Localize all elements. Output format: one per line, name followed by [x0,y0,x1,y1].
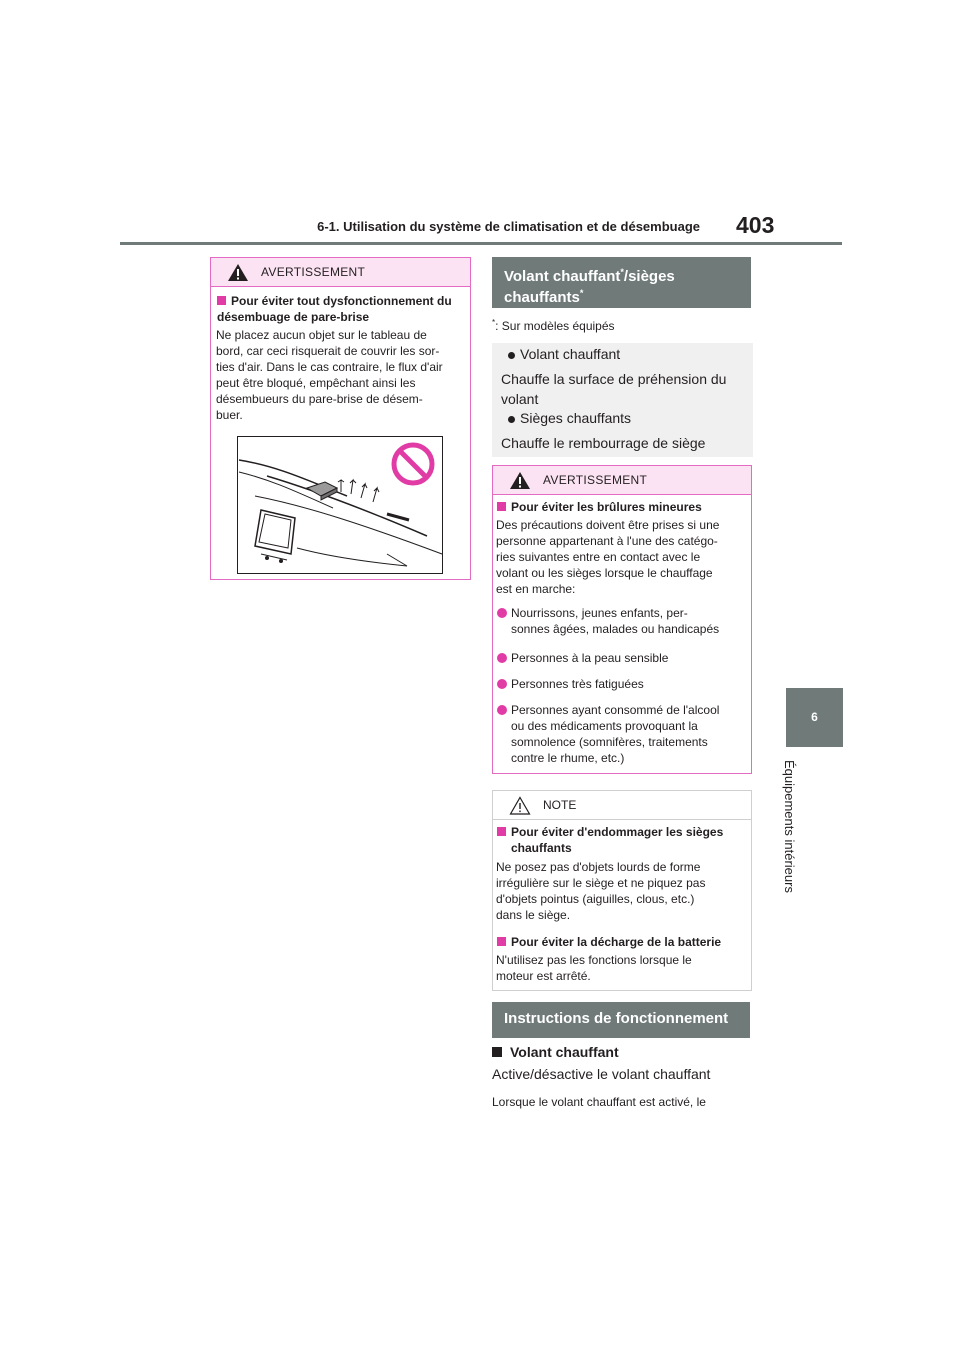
dashboard-illustration [237,436,443,574]
note-heading: Pour éviter d'endommager les sièges chauffants [497,824,747,856]
note-label: NOTE [543,798,577,812]
chapter-title: Équipements intérieurs [782,760,797,893]
footnote: *: Sur modèles équipés [492,318,615,333]
feature-title: Volant chauffant [520,346,621,362]
note-text: N'utilisez pas les fonctions lorsque le moteur est arrêté. [496,953,692,983]
chapter-tab: 6 [786,688,843,747]
bullet-dot-icon [497,705,507,715]
heated-section-title: Volant chauffant*/sièges chauffants* [492,257,751,308]
bullet-dot-icon [508,352,515,359]
bullet-dot-icon [497,608,507,618]
note-text: Ne posez pas d'objets lourds de forme irrégulière sur le siège et ne piquez pas d'objets pointus (aiguilles, clous, etc.) dans le siège. [496,860,706,922]
chapter-title-vertical [778,760,798,960]
square-bullet-icon [492,1047,502,1057]
warning-heading: Pour éviter les brûlures mineures [497,499,747,515]
warning-bullet: Personnes ayant consommé de l'alcool ou des médicaments provoquant la somnolence (somnifères, traitements contre le rhume, etc.) [511,703,720,765]
warning-header [493,466,751,495]
square-bullet-icon [497,502,506,511]
square-bullet-icon [497,937,506,946]
bullet-dot-icon [497,653,507,663]
caution-triangle-icon [509,796,531,815]
note-heading: Pour éviter la décharge de la batterie [497,934,747,950]
note-header [493,791,751,820]
instructions-title: Instructions de fonctionnement [492,1002,750,1036]
features-panel [492,343,753,457]
warning-label: AVERTISSEMENT [261,265,366,279]
instructions-text: Active/désactive le volant chauffant [492,1066,711,1082]
instructions-rule [492,1036,750,1038]
warning-heading: Pour éviter tout dysfonctionnement du désembuage de pare-brise [217,294,452,324]
feature-desc: Chauffe le rembourrage de siège [501,435,706,451]
warning-intro: Des précautions doivent être prises si une personne appartenant à l'une des catégo- ries suivantes entre en contact avec le volant ou les sièges lorsque le chauffage est en marche: [496,518,720,596]
feature-title: Sièges chauffants [520,410,632,426]
square-bullet-icon [217,296,226,305]
warning-bullet: Personnes à la peau sensible [511,651,669,665]
warning-bullet: Nourrissons, jeunes enfants, per- sonnes âgées, malades ou handicapés [511,606,720,636]
note-box [492,790,752,991]
square-bullet-icon [497,827,506,836]
bullet-dot-icon [508,416,515,423]
feature-desc: Chauffe la surface de préhension du volant [501,371,727,407]
right-warning-box [492,465,752,774]
instructions-subheading: Volant chauffant [492,1044,619,1060]
header-rule [120,242,842,245]
warning-bullet: Personnes très fatiguées [511,677,644,691]
warning-label: AVERTISSEMENT [543,473,648,487]
warning-triangle-icon [509,471,531,490]
page-number: 403 [736,212,775,238]
warning-text: Ne placez aucun objet sur le tableau de bord, car ceci risquerait de couvrir les sor- ties d'air. Dans le cas contraire, le flux d'air peut être bloqué, empêchant ainsi les désembueurs du pare-brise de désem- buer. [216,328,443,422]
left-warning-box [210,257,471,580]
bullet-dot-icon [497,679,507,689]
instructions-text: Lorsque le volant chauffant est activé, le [492,1095,706,1109]
section-title: 6-1. Utilisation du système de climatisation et de désembuage [317,219,700,234]
warning-header [211,258,470,287]
warning-triangle-icon [227,263,249,282]
